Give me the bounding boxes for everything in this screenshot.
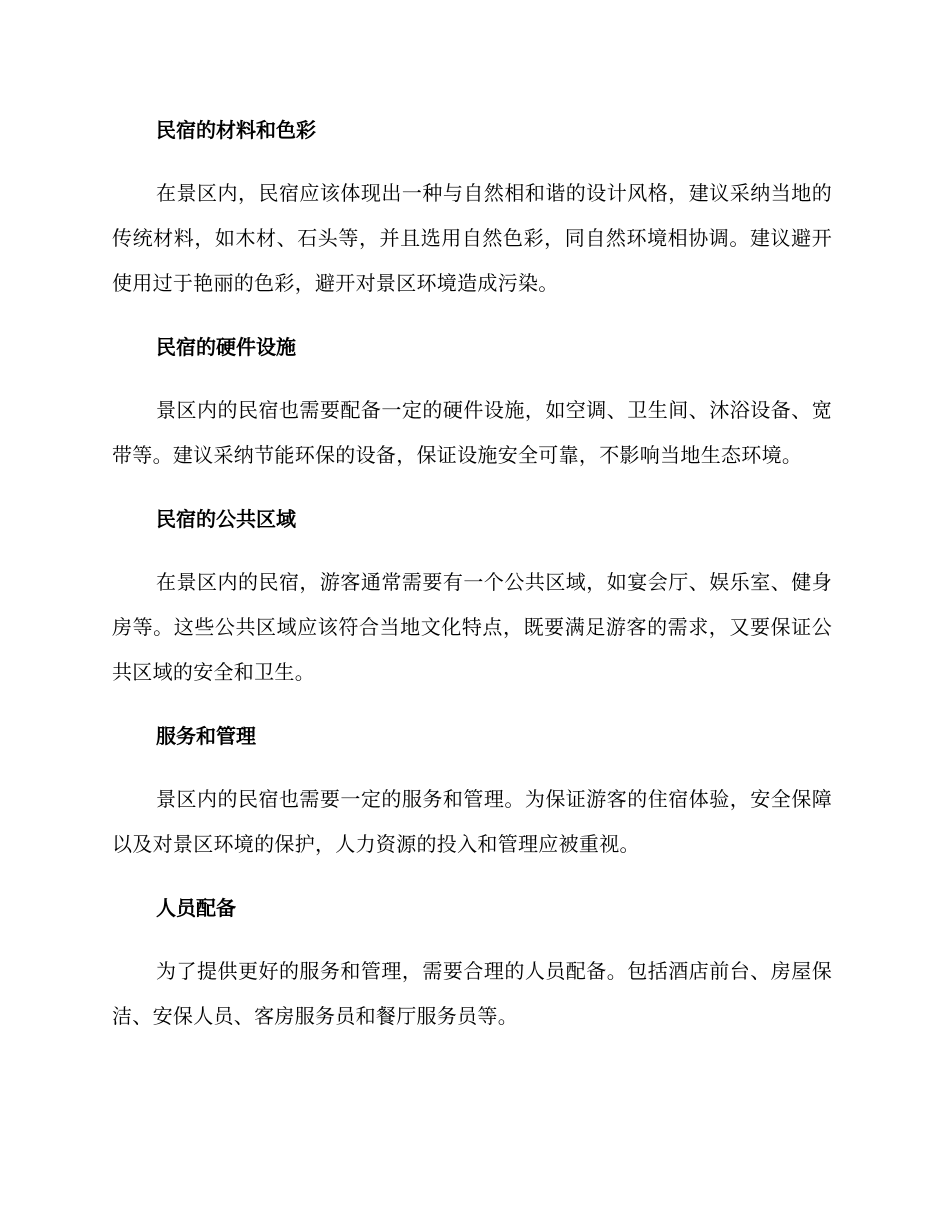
section-heading: 民宿的硬件设施 [156, 335, 296, 359]
section-heading: 人员配备 [156, 896, 236, 920]
document-body [112, 108, 832, 1058]
section-paragraph: 为了提供更好的服务和管理，需要合理的人员配备。包括酒店前台、房屋保洁、安保人员、客房服务员和餐厅服务员等。 [112, 959, 832, 1028]
section-paragraph: 在景区内，民宿应该体现出一种与自然相和谐的设计风格，建议采纳当地的传统材料，如木材、石头等，并且选用自然色彩，同自然环境相协调。建议避开使用过于艳丽的色彩，避开对景区环境造成污染。 [112, 181, 832, 295]
section-paragraph: 景区内的民宿也需要一定的服务和管理。为保证游客的住宿体验，安全保障以及对景区环境的保护，人力资源的投入和管理应被重视。 [112, 787, 832, 856]
section-paragraph: 在景区内的民宿，游客通常需要有一个公共区域，如宴会厅、娱乐室、健身房等。这些公共区域应该符合当地文化特点，既要满足游客的需求，又要保证公共区域的安全和卫生。 [112, 570, 832, 684]
section-public-areas [112, 497, 832, 695]
section-heading: 民宿的材料和色彩 [156, 118, 316, 142]
section-service-management [112, 714, 832, 867]
section-hardware-facilities [112, 325, 832, 478]
section-materials-colors [112, 108, 832, 306]
section-staffing [112, 886, 832, 1039]
section-paragraph: 景区内的民宿也需要配备一定的硬件设施，如空调、卫生间、沐浴设备、宽带等。建议采纳节能环保的设备，保证设施安全可靠，不影响当地生态环境。 [112, 398, 832, 467]
section-heading: 服务和管理 [156, 724, 256, 748]
section-heading: 民宿的公共区域 [156, 507, 296, 531]
